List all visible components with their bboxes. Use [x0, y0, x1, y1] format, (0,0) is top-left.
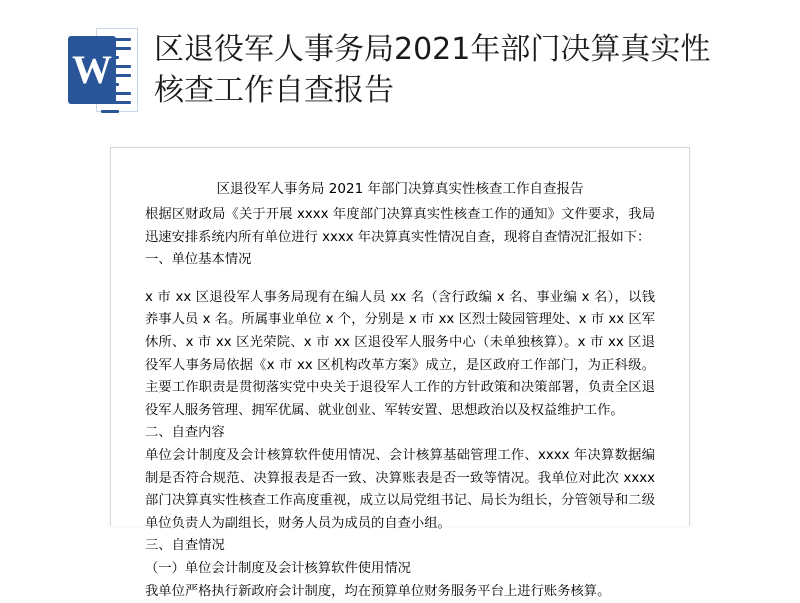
word-document-icon — [68, 28, 138, 112]
doc-paragraph: （一）单位会计制度及会计核算软件使用情况 — [145, 558, 655, 581]
document-body — [110, 147, 690, 526]
doc-heading: 区退役军人事务局 2021 年部门决算真实性核查工作自查报告 — [145, 178, 655, 200]
doc-paragraph: 单位会计制度及会计核算软件使用情况、会计核算基础管理工作、xxxx 年决算数据编制是否符合规范、决算报表是否一致、决算账表是否一致等情况。我单位对此次 xxxx 部门决算真实性核查工作高度重视，成立以局党组书记、局长为组长，分管领导和二级单位负责人为副组长，财务人员为成员的自查小组。 — [145, 445, 655, 535]
page-title: 区退役军人事务局2021年部门决算真实性核查工作自查报告 — [154, 29, 714, 111]
doc-paragraph: 我单位严格执行新政府会计制度，均在预算单位财务服务平台上进行账务核算。 — [145, 581, 655, 603]
doc-paragraph: 三、自查情况 — [145, 535, 655, 558]
doc-paragraph: 一、单位基本情况 — [145, 249, 655, 272]
doc-paragraph: 二、自查内容 — [145, 422, 655, 445]
doc-paragraph: 根据区财政局《关于开展 xxxx 年度部门决算真实性核查工作的通知》文件要求，我局迅速安排系统内所有单位进行 xxxx 年决算真实性情况自查，现将自查情况汇报如下： — [145, 204, 655, 249]
header — [0, 0, 800, 140]
word-icon-letter: W — [68, 36, 116, 104]
doc-paragraph: x 市 xx 区退役军人事务局现有在编人员 xx 名（含行政编 x 名、事业编 x 名），以钱养事人员 x 名。所属事业单位 x 个，分别是 x 市 xx 区烈士陵园管理处、x 市 xx 区军休所、x 市 xx 区光荣院、x 市 xx 区退役军人服务中心（未单独核算）。x 市 xx 区退役军人事务局依据《x 市 xx 区机构改革方案》成立，是区政府工作部门，为正科级。主要工作职责是贯彻落实党中央关于退役军人工作的方针政策和决策部署，负责全区退役军人服务管理、拥军优属、就业创业、军转安置、思想政治以及权益维护工作。 — [145, 287, 655, 423]
